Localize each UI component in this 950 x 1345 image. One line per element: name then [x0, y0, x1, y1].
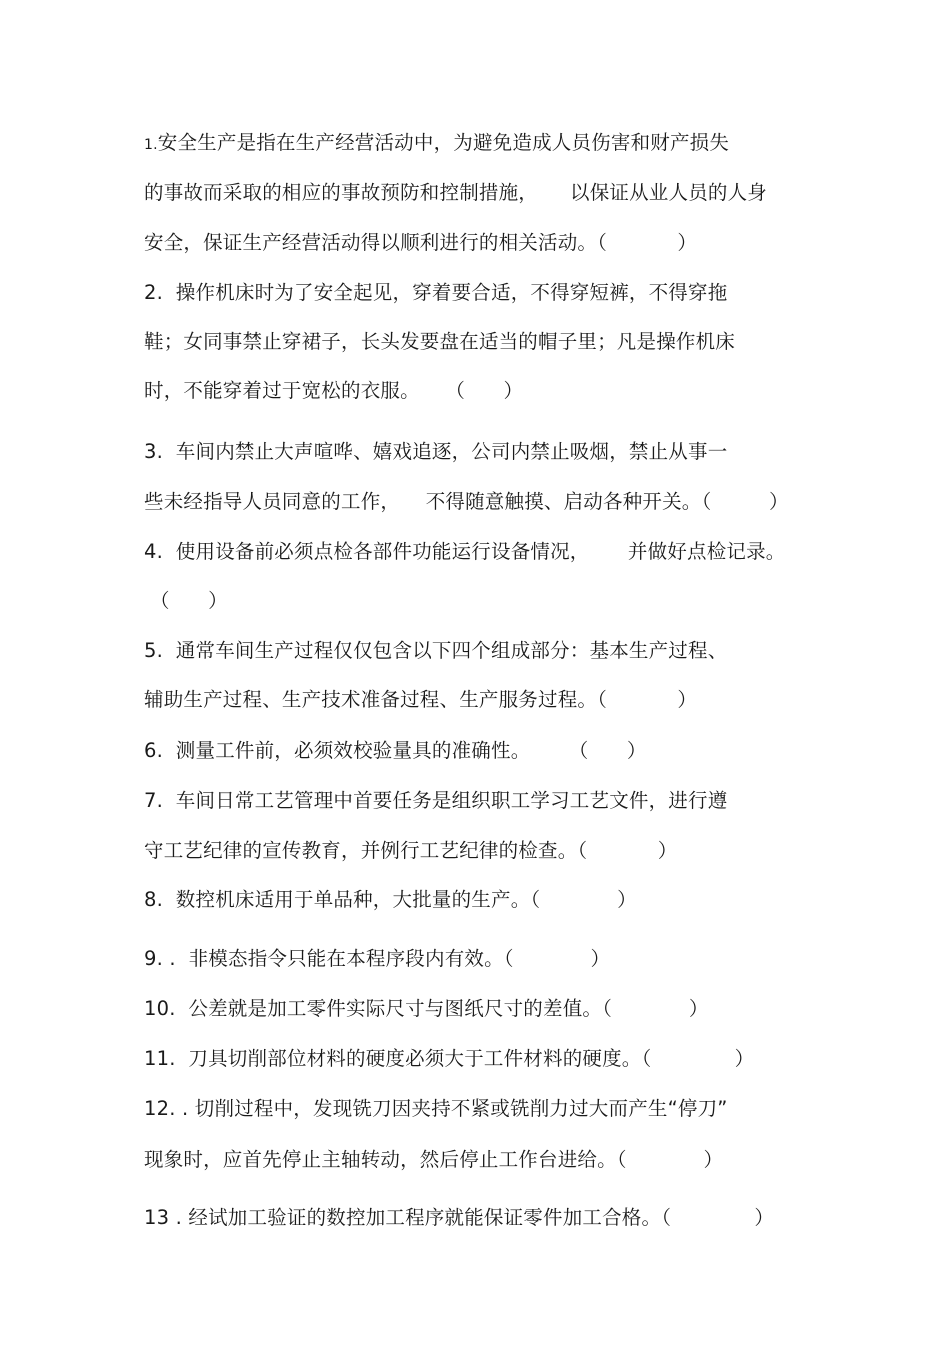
question-3-line-2: 些未经指导人员同意的工作， 不得随意触摸、启动各种开关。（ ）: [144, 490, 789, 513]
question-7-line-2: 守工艺纪律的宣传教育，并例行工艺纪律的检查。（ ）: [144, 839, 678, 862]
question-11-line-1: 11. 刀具切削部位材料的硬度必须大于工件材料的硬度。（ ）: [144, 1047, 755, 1070]
question-13-line-1: 13 . 经试加工验证的数控加工程序就能保证零件加工合格。（ ）: [144, 1206, 775, 1229]
question-1-line-3: 安全，保证生产经营活动得以顺利进行的相关活动。（ ）: [144, 231, 698, 254]
question-10-line-1: 10. 公差就是加工零件实际尺寸与图纸尺寸的差值。（ ）: [144, 997, 709, 1020]
question-1-line-1: [144, 131, 729, 157]
question-3-line-1: 3. 车间内禁止大声喧哗、嬉戏追逐，公司内禁止吸烟，禁止从事一: [144, 440, 728, 463]
question-9-line-1: 9. . 非模态指令只能在本程序段内有效。（ ）: [144, 947, 611, 970]
question-1-text-1: 安全生产是指在生产经营活动中，为避免造成人员伤害和财产损失: [157, 131, 730, 154]
question-7-line-1: 7. 车间日常工艺管理中首要任务是组织职工学习工艺文件，进行遵: [144, 789, 728, 812]
question-12-line-1: 12. . 切削过程中，发现铣刀因夹持不紧或铣削力过大而产生“停刀”: [144, 1097, 728, 1120]
question-2-line-1: 2. 操作机床时为了安全起见，穿着要合适，不得穿短裤，不得穿拖: [144, 281, 728, 304]
question-4-line-1: 4. 使用设备前必须点检各部件功能运行设备情况， 并做好点检记录。: [144, 540, 786, 563]
question-12-line-2: 现象时，应首先停止主轴转动，然后停止工作台进给。（ ）: [144, 1148, 724, 1171]
question-2-line-3: 时，不能穿着过于宽松的衣服。 （ ）: [144, 379, 524, 402]
question-5-line-2: 辅助生产过程、生产技术准备过程、生产服务过程。（ ）: [144, 688, 698, 711]
question-5-line-1: 5. 通常车间生产过程仅仅包含以下四个组成部分：基本生产过程、: [144, 639, 728, 662]
question-4-line-2: （ ）: [150, 589, 228, 612]
question-2-line-2: 鞋；女同事禁止穿裙子，长头发要盘在适当的帽子里；凡是操作机床: [144, 330, 736, 353]
question-8-line-1: 8. 数控机床适用于单品种，大批量的生产。（ ）: [144, 888, 637, 911]
question-1-number: 1.: [144, 137, 158, 153]
question-1-line-2: 的事故而采取的相应的事故预防和控制措施， 以保证从业人员的人身: [144, 181, 767, 204]
question-6-line-1: 6. 测量工件前，必须效校验量具的准确性。 （ ）: [144, 739, 647, 762]
